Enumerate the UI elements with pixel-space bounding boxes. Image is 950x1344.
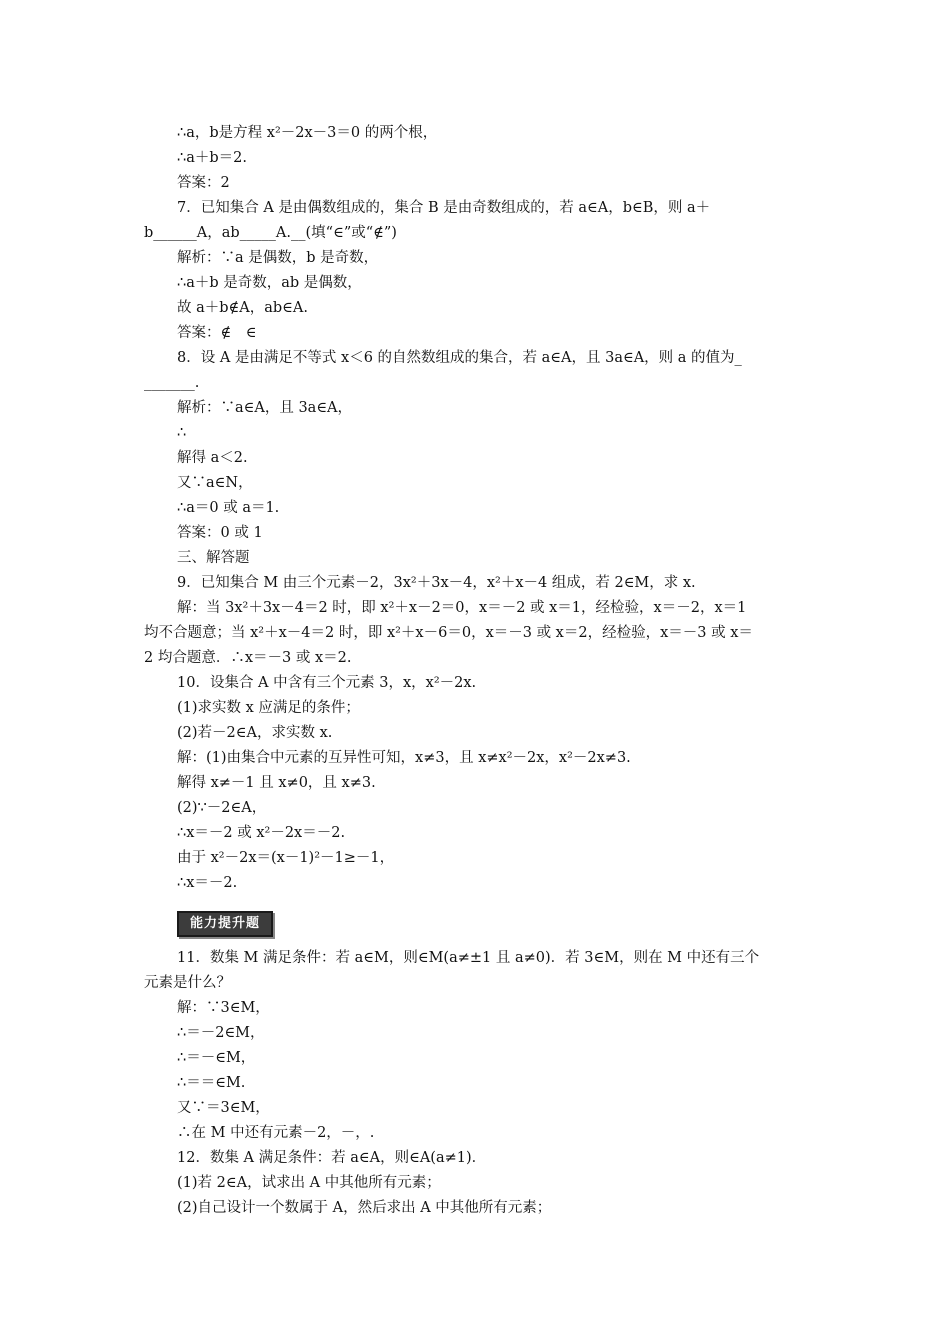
text-line: 元素是什么？: [144, 975, 231, 991]
text-line: ∴x＝－2.: [177, 875, 238, 891]
text-line: ∴＝＝∈M.: [177, 1075, 246, 1091]
text-line: 答案：2: [177, 175, 230, 191]
text-line: _______.: [144, 375, 200, 391]
text-line: 解析：∵a 是偶数，b 是奇数，: [177, 250, 379, 266]
text-line: 又∵a∈N，: [177, 475, 253, 491]
text-line: b______A，ab_____A.__(填“∈”或“∉”): [144, 225, 397, 241]
text-line: 解：∵3∈M，: [177, 1000, 270, 1016]
text-line: (2)若－2∈A，求实数 x.: [177, 725, 333, 741]
text-line: ∴＝－2∈M，: [177, 1025, 265, 1041]
question-7: 7．已知集合 A 是由偶数组成的，集合 B 是由奇数组成的，若 a∈A，b∈B，则 a＋: [177, 200, 711, 216]
text-line: ∴a＋b 是奇数，ab 是偶数，: [177, 275, 362, 291]
text-line: 由于 x²－2x＝(x－1)²－1≥－1，: [177, 850, 395, 866]
text-line: (1)若 2∈A，试求出 A 中其他所有元素；: [177, 1175, 441, 1191]
text-line: 均不合题意；当 x²＋x－4＝2 时，即 x²＋x－6＝0，x＝－3 或 x＝2，经检验，x＝－3 或 x＝: [144, 625, 753, 641]
text-line: ∴a＝0 或 a＝1.: [177, 500, 280, 516]
text-line: 解：当 3x²＋3x－4＝2 时，即 x²＋x－2＝0，x＝－2 或 x＝1，经检验，x＝－2，x＝1: [177, 600, 747, 616]
text-line: 2 均合题意．∴x＝－3 或 x＝2.: [144, 650, 352, 666]
text-line: 解：(1)由集合中元素的互异性可知，x≠3，且 x≠x²－2x，x²－2x≠3.: [177, 750, 631, 766]
text-line: 又∵＝3∈M，: [177, 1100, 270, 1116]
text-line: ∴x＝－2 或 x²－2x＝－2.: [177, 825, 346, 841]
question-8: 8．设 A 是由满足不等式 x＜6 的自然数组成的集合，若 a∈A，且 3a∈A，则 a 的值为_: [177, 350, 742, 366]
text-line: ∴a，b是方程 x²－2x－3＝0 的两个根，: [177, 125, 438, 141]
text-line: 答案：0 或 1: [177, 525, 263, 541]
text-line: 答案：∉ ∈: [177, 325, 257, 341]
text-line: 解得 x≠－1 且 x≠0，且 x≠3.: [177, 775, 376, 791]
text-line: (2)∵－2∈A，: [177, 800, 267, 816]
text-line: 故 a＋b∉A，ab∈A.: [177, 300, 308, 316]
ability-section-banner: 能力提升题: [177, 911, 273, 937]
text-line: ∴＝－∈M，: [177, 1050, 256, 1066]
text-line: (2)自己设计一个数属于 A，然后求出 A 中其他所有元素；: [177, 1200, 552, 1216]
question-12: 12．数集 A 满足条件：若 a∈A，则∈A(a≠1)．: [177, 1150, 487, 1166]
question-11: 11．数集 M 满足条件：若 a∈M，则∈M(a≠±1 且 a≠0)．若 3∈M，则在 M 中还有三个: [177, 950, 760, 966]
question-10: 10．设集合 A 中含有三个元素 3，x，x²－2x.: [177, 675, 477, 691]
text-line: ∴在 M 中还有元素－2，－，.: [177, 1125, 375, 1141]
question-9: 9．已知集合 M 由三个元素－2，3x²＋3x－4，x²＋x－4 组成，若 2∈M，求 x.: [177, 575, 696, 591]
text-line: ∴a＋b＝2.: [177, 150, 247, 166]
text-line: (1)求实数 x 应满足的条件；: [177, 700, 360, 716]
text-line: 解得 a＜2.: [177, 450, 248, 466]
section-heading: 三、解答题: [177, 550, 250, 566]
text-line: 解析：∵a∈A，且 3a∈A，: [177, 400, 353, 416]
text-line: ∴: [177, 425, 187, 441]
